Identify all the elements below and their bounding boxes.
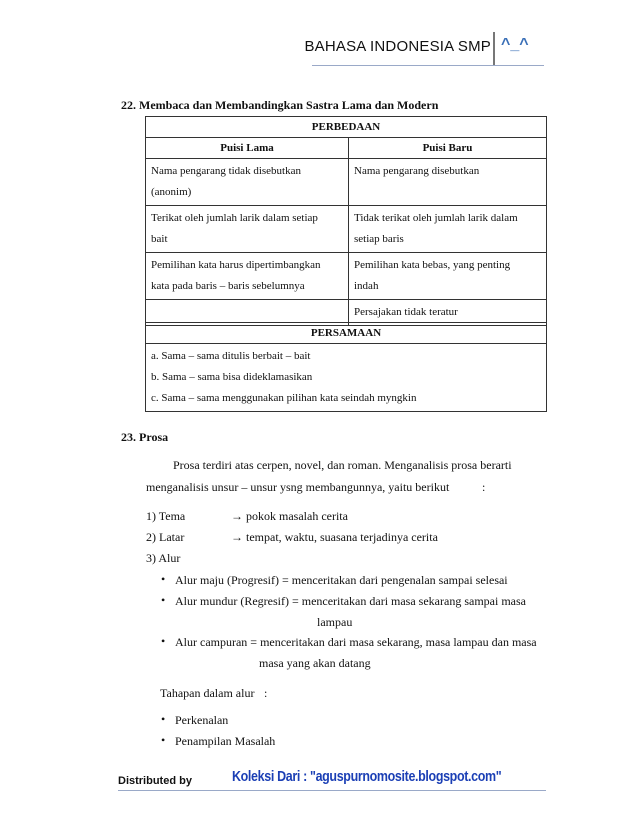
list-item: c. Sama – sama menggunakan pilihan kata seindah myngkin — [151, 392, 417, 404]
col-puisi-baru: Puisi Baru — [349, 138, 547, 159]
bullet-icon: • — [161, 593, 166, 607]
alur-item: Alur campuran = menceritakan dari masa sekarang, masa lampau dan masa — [175, 635, 537, 649]
list-item-number: 1) Tema — [146, 509, 186, 523]
alur-item: Alur mundur (Regresif) = menceritakan dari masa sekarang sampai masa — [175, 594, 526, 608]
cell-old: Pemilihan kata harus dipertimbangkan kata pada baris – baris sebelumnya — [146, 253, 349, 300]
paragraph-colon: : — [482, 480, 486, 494]
table-row — [146, 159, 547, 206]
list-item: a. Sama – sama ditulis berbait – bait — [151, 350, 311, 362]
list-item-desc: → tempat, waktu, suasana terjadinya cerita — [231, 530, 438, 544]
cell-new: Persajakan tidak teratur — [349, 300, 547, 326]
list-item-number: 3) Alur — [146, 551, 181, 565]
cell-old: Terikat oleh jumlah larik dalam setiap bait — [146, 206, 349, 253]
bullet-icon: • — [161, 572, 166, 586]
header-mark: ^_^ — [501, 36, 529, 53]
persamaan-items — [146, 344, 547, 412]
list-item-desc: → pokok masalah cerita — [231, 509, 348, 523]
header-title: BAHASA INDONESIA SMP — [304, 38, 491, 55]
paragraph-line: menganalisis unsur – unsur ysng membangunnya, yaitu berikut — [146, 480, 450, 494]
footer-distributed: Distributed by — [118, 775, 192, 787]
paragraph-line: Prosa terdiri atas cerpen, novel, dan roman. Menganalisis prosa berarti — [173, 458, 512, 472]
tahapan-item: Perkenalan — [175, 713, 229, 727]
bullet-icon: • — [161, 733, 166, 747]
footer-source: Koleksi Dari : "aguspurnomosite.blogspot.com" — [232, 769, 502, 785]
persamaan-header: PERSAMAAN — [146, 323, 547, 344]
tahapan-item: Penampilan Masalah — [175, 734, 276, 748]
col-puisi-lama: Puisi Lama — [146, 138, 349, 159]
alur-item-cont: masa yang akan datang — [259, 656, 371, 670]
list-item: b. Sama – sama bisa dideklamasikan — [151, 371, 313, 383]
header-rule — [312, 65, 544, 66]
tahapan-colon: : — [264, 686, 268, 700]
perbedaan-table — [145, 116, 547, 326]
cell-new: Pemilihan kata bebas, yang penting indah — [349, 253, 547, 300]
bullet-icon: • — [161, 712, 166, 726]
persamaan-table — [145, 322, 547, 412]
page-header — [0, 32, 638, 66]
alur-item: Alur maju (Progresif) = menceritakan dari pengenalan sampai selesai — [175, 573, 508, 587]
table-row — [146, 253, 547, 300]
header-divider — [493, 32, 495, 66]
tahapan-label: Tahapan dalam alur — [160, 686, 255, 700]
perbedaan-header: PERBEDAAN — [146, 117, 547, 138]
bullet-icon: • — [161, 634, 166, 648]
cell-old: Nama pengarang tidak disebutkan (anonim) — [146, 159, 349, 206]
section-23-heading: 23. Prosa — [121, 430, 169, 444]
cell-new: Tidak terikat oleh jumlah larik dalam setiap baris — [349, 206, 547, 253]
table-row — [146, 206, 547, 253]
footer-rule — [118, 790, 546, 791]
cell-new: Nama pengarang disebutkan — [349, 159, 547, 206]
alur-item-cont: lampau — [317, 615, 353, 629]
section-22-heading: 22. Membaca dan Membandingkan Sastra Lama dan Modern — [121, 98, 439, 112]
list-item-number: 2) Latar — [146, 530, 185, 544]
